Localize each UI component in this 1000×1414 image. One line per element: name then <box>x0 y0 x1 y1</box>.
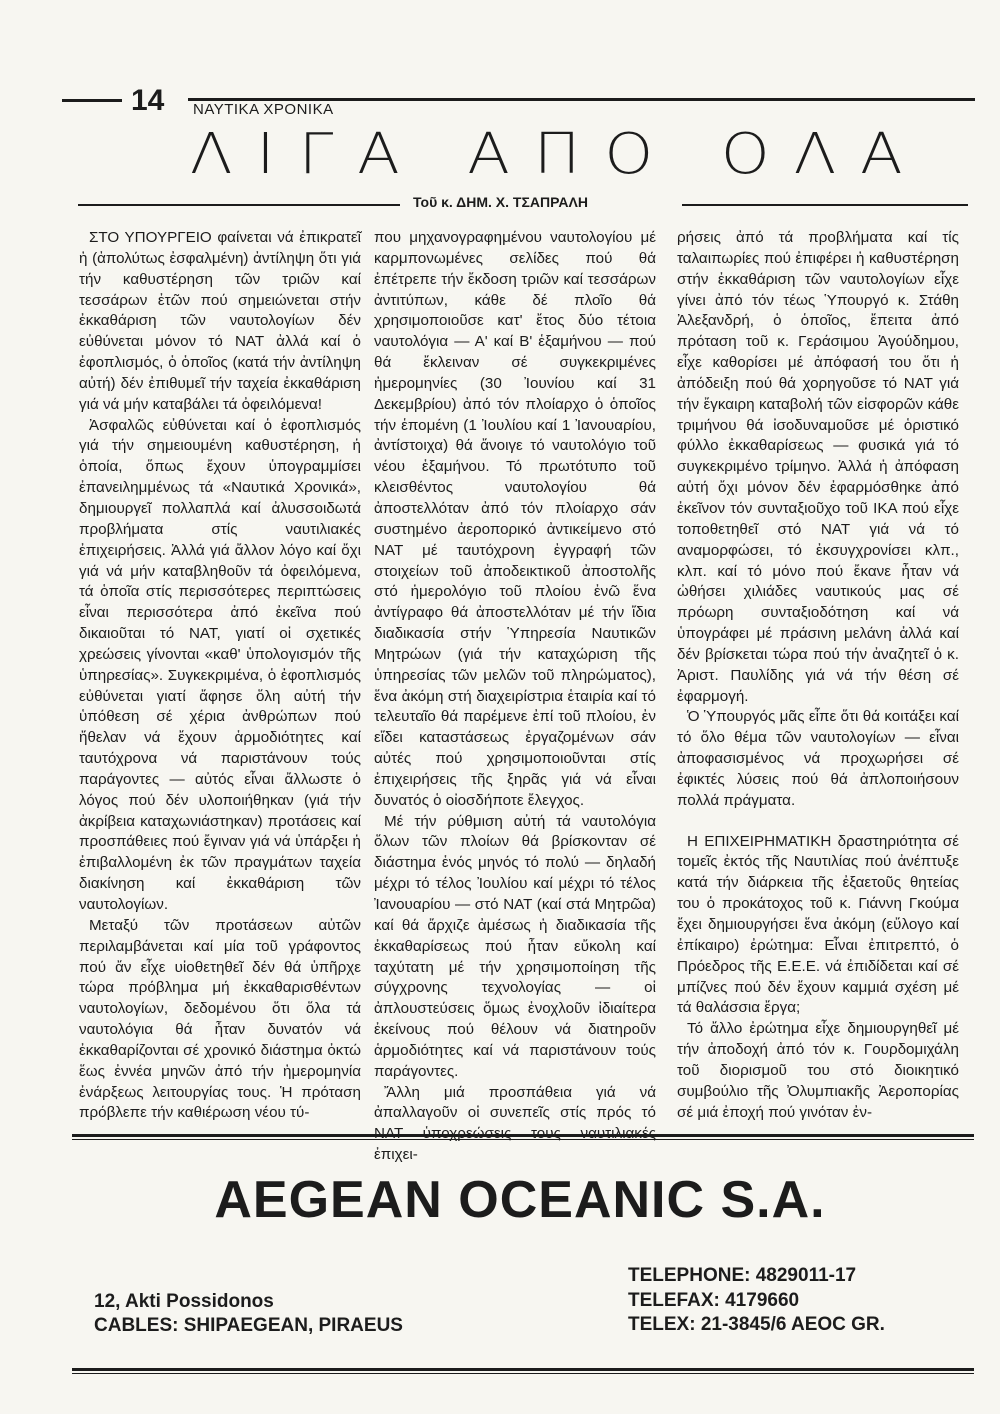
paragraph: ρήσεις ἀπό τά προβλήματα καί τίς ταλαιπωρίες πού ἐπιφέρει ἡ καθυστέρηση στήν ἐκκαθάριση τῶν ναυτολογίων εἶχε γίνει ἀπό τόν τέως Ὑπουργό κ. Στάθη Ἀλεξανδρή, ὁ ὁποῖος, ἔπειτα ἀπό πρόταση τοῦ κ. Γεράσιμου Ἀγούδημου, εἶχε καθορίσει μέ ἀπόφασή του ὅτι ἡ ἀπόδειξη πού θά χορηγοῦσε τό ΝΑΤ γιά τήν ἔγκαιρη καταβολή τῶν εἰσφορῶν κάθε τριμήνου θά ἰσοδυναμοῦσε μέ ὁριστικό φύλλο ἐκκαθαρίσεως — φυσικά γιά τό συγκεκριμένο τρίμηνο. Ἀλλά ἡ ἀπόφαση αὐτή ὄχι μόνον δέν ἐφαρμόσθηκε ἀπό ἐκεῖνον τόν συνταξιοῦχο τοῦ ΙΚΑ πού εἶχε τοποθετηθεῖ στό ΝΑΤ γιά νά τό αναμορφώσει, τό ἐκσυγχρονίσει κλπ., κλπ. καί τό μόνο πού ἔκανε ἦταν νά ὠθήσει χιλιάδες ναυτικούς μας σέ πρόωρη συνταξιοδότηση καί νά ὑπογράφει μέ πράσινη μελάνη ἀλλά καί δέν βρίσκεται τώρα πού τήν ἀναζητεῖ ὁ κ. Ἀριστ. Παυλίδης γιά νά τήν θέση σέ ἐφαρμογή. <box>677 229 959 705</box>
ad-address-block <box>94 1290 403 1338</box>
article-column-2 <box>374 228 656 1166</box>
ad-telephone: TELEPHONE: 4829011-17 <box>628 1265 857 1286</box>
ad-contact-block <box>628 1264 885 1338</box>
paragraph: Μέ τήν ρύθμιση αὐτή τά ναυτολόγια ὅλων τῶν πλοίων θά βρίσκονταν σέ διάστημα ἑνός μηνός τό πολύ — δηλαδή μέχρι τό τέλος Ἰουλίου καί μέχρι τό τέλος Ἰανουαρίου — στό ΝΑΤ (καί στά Μητρῶα) καί θά ἄρχιζε ἀμέσως ἡ διαδικασία τῆς ἐκκαθαρίσεως πού ἦταν εὔκολη καί ταχύτατη μέ τήν χρησιμοποίηση τῆς σύγχρονης τεχνολογίας — οἱ ἀπλουστεύσεις ὅμως ἐνοχλοῦν ἰδιαίτερα ἐκείνους πού θέλουν νά διατηροῦν ἁρμοδιότητες καί νά παριστάνουν τούς παράγοντες. <box>374 812 656 1080</box>
ad-address: 12, Akti Possidonos <box>94 1291 274 1312</box>
ad-telex: TELEX: 21-3845/6 AEOC GR. <box>628 1314 885 1335</box>
ad-company-name: AEGEAN OCEANIC S.A. <box>214 1171 826 1229</box>
article-byline: Τοῦ κ. ΔΗΜ. Χ. ΤΣΑΠΡΑΛΗ <box>413 194 588 210</box>
paragraph: που μηχανογραφημένου ναυτολογίου μέ καρμπονωμένες σελίδες πού θά ἐπέτρεπε τήν ἔκδοση τριῶν καί τεσσάρων ἀντιτύπων, κάθε δέ πλοῖο θά χρησιμοποιοῦσε κατ' ἔτος δύο τέτοια ναυτολόγια — Α' καί Β' ἑξαμήνου — πού θά ἔκλειναν σέ συγκεκριμένες ἡμερομηνίες (30 Ἰουνίου καί 31 Δεκεμβρίου) ἀπό τόν πλοίαρχο ὁ ὁποῖος τήν ἑπομένη (1 Ἰουλίου καί 1 Ἰανουαρίου, ἀντίστοιχα) θά ἄνοιγε τό ναυτολόγιο τοῦ νέου ἑξαμήνου. Τό πρωτότυπο τοῦ κλεισθέντος ναυτολογίου θά ἀποστελλόταν ἀπό τόν πλοίαρχο σάν συστημένο ἀεροπορικό ἀντικείμενο στό ΝΑΤ μέ ταυτόχρονη ἐγγραφή τῶν στοιχείων τοῦ ἀποδεικτικοῦ ἀποστολῆς στό ἡμερολόγιο τοῦ πλοίου ἐνῶ ἕνα ἀντίγραφο θά ἀποστελλόταν μέ τήν ἴδια διαδικασία στήν Ὑπηρεσία Ναυτικῶν Μητρώων (γιά τήν καταχώριση τῆς ὑπηρεσίας τῶν μελῶν τοῦ πληρώματος), ἕνα ἀκόμη στή διαχειρίστρια ἑταιρία καί τό τελευταῖο θά παρέμενε ἐπί τοῦ πλοίου, ἐν εἴδει καταστάσεως ἐργαζομένων σάν αὐτές πού χρησιμοποιοῦνται στίς ἐπιχειρήσεις τῆς ξηρᾶς γιά νά εἶναι δυνατός ὁ οἰοσδήποτε ἔλεγχος. <box>374 229 656 809</box>
paragraph: Η ΕΠΙΧΕΙΡΗΜΑΤΙΚΗ δραστηριότητα σέ τομεῖς ἐκτός τῆς Ναυτιλίας πού ἀνέπτυξε κατά τήν διάρκεια τῆς ἐξαετοῦς θητείας του ὁ προκάτοχος τοῦ κ. Γιάννη Γκούμα ἔχει δημιουργήσει ἕνα ἀκόμη (εὔλογο καί ἐπίκαιρο) ἐρώτημα: Εἶναι ἐπιτρεπτό, ὁ Πρόεδρος τῆς Ε.Ε.Ε. νά ἐπιδίδεται καί σέ μπίζνες πού δέν ἔχουν καμμιά σχέση μέ τά θαλάσσια ἔργα; <box>677 832 959 1017</box>
paragraph: Μεταξύ τῶν προτάσεων αὐτῶν περιλαμβάνεται καί μία τοῦ γράφοντος πού ἄν εἶχε υἱοθετηθεῖ δέν θά ὑπῆρχε τώρα πρόβλημα μή ἐκκαθαρισθέντων ναυτολογίων, δεδομένου ὅτι ὅλα τά ναυτολόγια θά ἦταν δυνατόν νά ἐκκαθαρίζονται σέ χρονικό διάστημα ὀκτώ ἕως ἐννέα μηνῶν ἀπό τήν ἡμερομηνία ἐνάρξεως λειτουργίας τους. Ἡ πρόταση πρόβλεπε τήν καθιέρωση νέου τύ- <box>79 916 361 1122</box>
ad-cables: CABLES: SHIPAEGEAN, PIRAEUS <box>94 1315 403 1336</box>
header-rule-left <box>62 99 122 102</box>
ad-rule-top-thin <box>72 1139 974 1140</box>
byline-rule-right <box>682 204 968 206</box>
paragraph: Τό ἄλλο ἐρώτημα εἶχε δημιουργηθεῖ μέ τήν ἀποδοχή ἀπό τόν κ. Γουρδομιχάλη τοῦ διορισμοῦ του στό διοικητικό συμβούλιο τῆς Ὀλυμπιακῆς Ἀεροπορίας σέ μιά ἐποχή πού γινόταν ἐν- <box>677 1020 959 1121</box>
ad-rule-top <box>72 1134 974 1137</box>
page-number: 14 <box>131 84 165 117</box>
paragraph: ΣΤΟ ΥΠΟΥΡΓΕΙΟ φαίνεται νά ἐπικρατεῖ ἡ (ἀπολύτως ἐσφαλμένη) ἀντίληψη ὅτι γιά τήν καθυστέρηση τῶν τριῶν καί τεσσάρων ἐτῶν πού σημειώνεται στήν ἐκκαθάριση τῶν ναυτολογίων δέν εὐθύνεται μόνον τό ΝΑΤ ἀλλά καί ὁ ἐφοπλισμός, ὁ ὁποῖος (κατά τήν ἀντίληψη αὐτή) δέν ἐπιθυμεῖ τήν ταχεία ἐκκαθάριση γιά νά μήν καταβάλει τά ὀφειλόμενα! <box>79 229 361 413</box>
article-column-1 <box>79 228 361 1124</box>
ad-rule-bottom <box>72 1368 974 1371</box>
article-title: ΛΙΓΑ ΑΠΟ ΟΛΑ <box>190 120 927 187</box>
ad-telefax: TELEFAX: 4179660 <box>628 1289 800 1311</box>
paragraph: Ὁ Ὑπουργός μᾶς εἶπε ὅτι θά κοιτάξει καί τό ὅλο θέμα τῶν ναυτολογίων — εἶναι ἀποφασισμένος νά προχωρήσει σέ ἐφικτές λύσεις πού θά ἀπλοποιήσουν πολλά πράγματα. <box>677 708 959 809</box>
paragraph: Ἀσφαλῶς εὐθύνεται καί ὁ ἐφοπλισμός γιά τήν σημειουμένη καθυστέρηση, ἡ ὁποία, ὅπως ἔχουν ὑπογραμμίσει ἐπανειλημμένως τά «Ναυτικά Χρονικά», δημιουργεῖ πολλαπλά καί ἀλυσσοιδωτά προβλήματα στίς ναυτιλιακές ἐπιχειρήσεις. Ἀλλά γιά ἄλλον λόγο καί ὄχι γιά νά μήν καταβληθοῦν τά ὀφειλόμενα, τά ὁποῖα στίς περισσότερες περιπτώσεις εἶναι περισσότερα ἀπό ἐκεῖνα πού δικαιοῦται τό ΝΑΤ, γιατί οἱ σχετικές χρεώσεις γίνονται «καθ' ὑπολογισμόν τῆς ὑπηρεσίας». Συγκεκριμένα, ὁ ἐφοπλισμός εὐθύνεται γιατί ἄφησε ὅλη αὐτή τήν ὑπόθεση σέ χέρια ἀνθρώπων πού ἤθελαν νά ἔχουν ἁρμοδιότητες καί ταυτόχρονα νά παριστάνουν τούς παράγοντες — αὐτός εἶναι ἄλλωστε ὁ λόγος πού δέν υλοποιήθηκαν (γιά τήν ἀκρίβεια καταχωνιάστηκαν) προτάσεις καί προσπάθειες πού ἔγιναν γιά νά ὑπάρξει ἡ ἐπιβαλλομένη ἐκ τῶν πραγμάτων ταχεία διακίνηση καί ἐκκαθάριση τῶν ναυτολογίων. <box>79 416 361 913</box>
article-column-3 <box>677 228 959 1123</box>
paragraph: Ἄλλη μιά προσπάθεια γιά νά ἀπαλλαγοῦν οἱ συνεπεῖς στίς πρός τό ἐπιχει- <box>374 1083 656 1164</box>
publication-name: ΝΑΥΤΙΚΑ ΧΡΟΝΙΚΑ <box>193 101 334 118</box>
ad-rule-bottom-thin <box>72 1373 974 1374</box>
byline-rule-left <box>78 204 400 206</box>
